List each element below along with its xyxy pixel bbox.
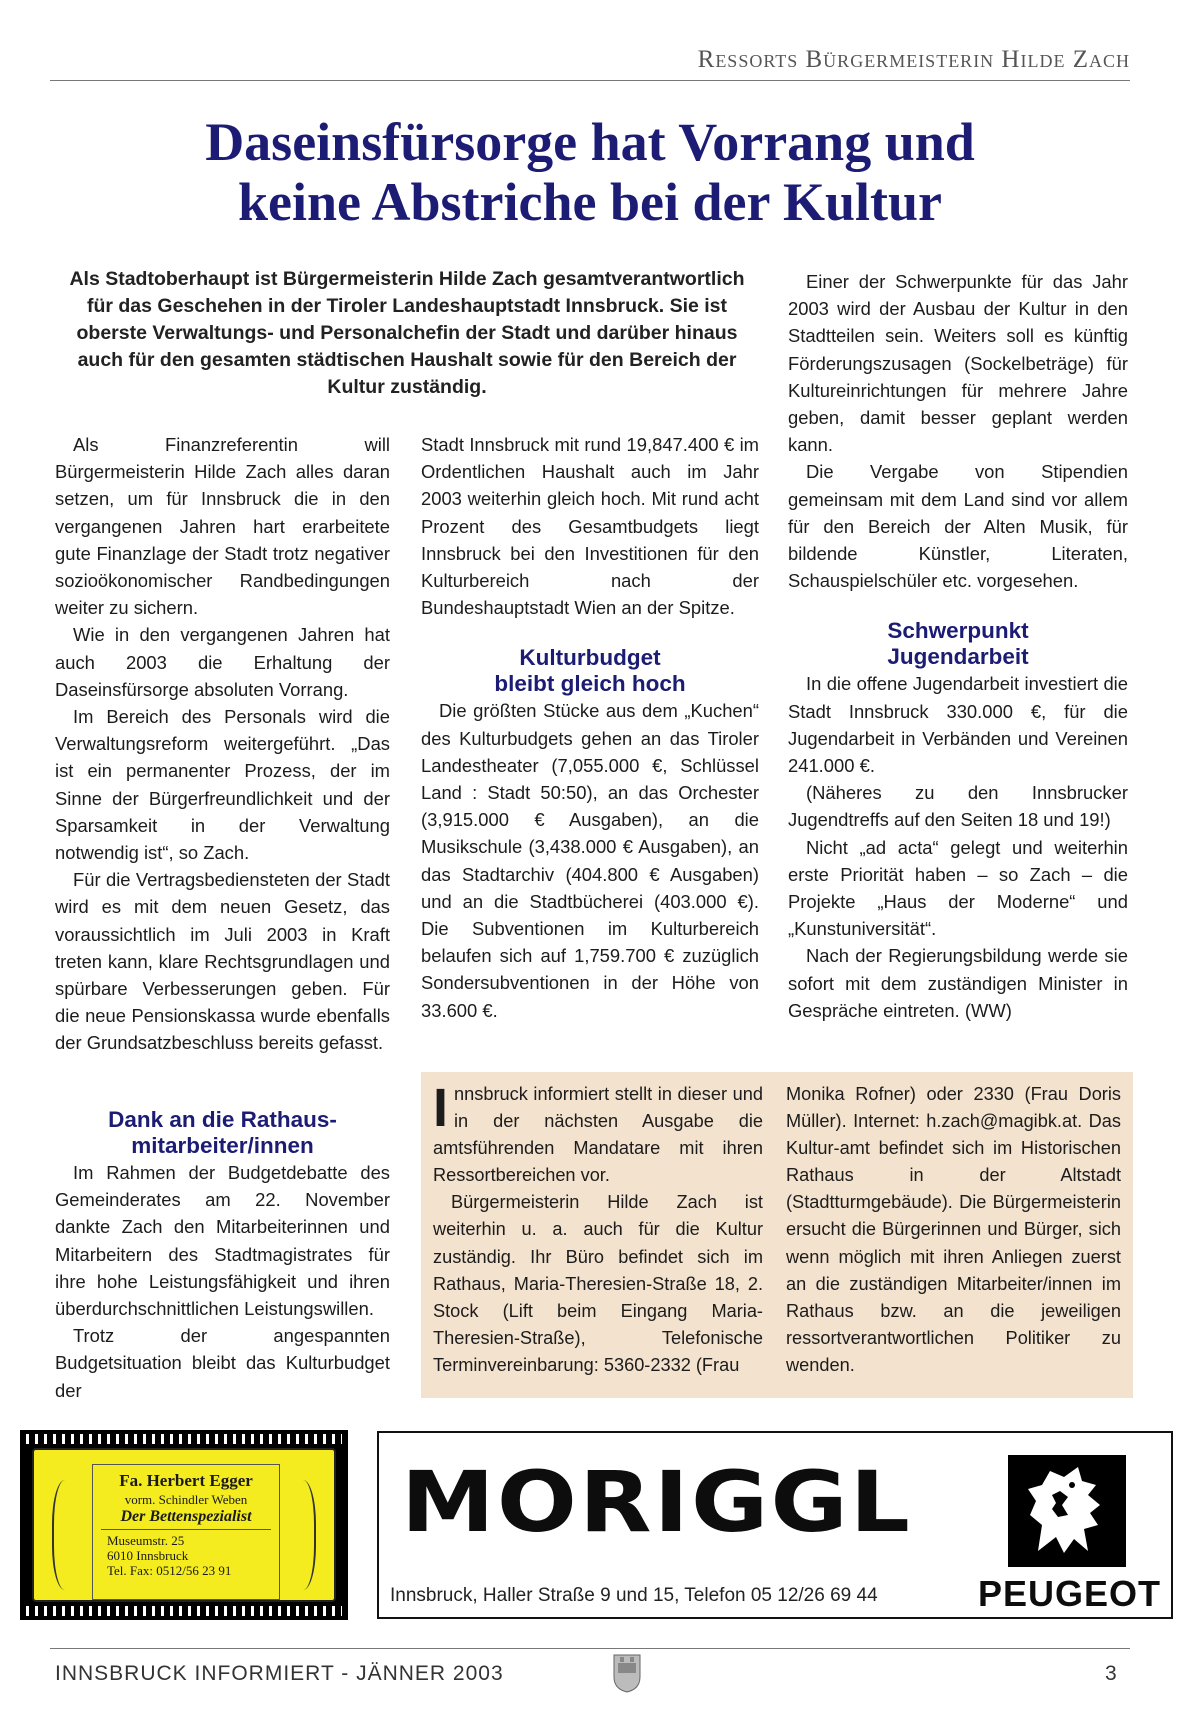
lead-paragraph: Als Stadtoberhaupt ist Bürgermeisterin Hilde Zach gesamtverantwortlich für das Geschehen in der Tiroler Landeshauptstadt Innsbruck. Sie ist oberste Verwaltungs- und Personalchefin der Stadt und darüber hinaus auch für den gesamten städtischen Haushalt sowie für den Bereich der Kultur zuständig. [69, 268, 745, 398]
subhead-dank-line-1: Dank an die Rathaus- [108, 1107, 337, 1132]
ad-egger-vorm: vorm. Schindler Weben [124, 1492, 248, 1507]
info-paragraph-1 [433, 1078, 763, 1189]
drop-cap: I [433, 1078, 449, 1138]
ad-egger-divider [101, 1529, 271, 1530]
ad-moriggl-address: Innsbruck, Haller Straße 9 und 15, Telefon 05 12/26 69 44 [390, 1585, 878, 1606]
subhead-dank [55, 1107, 390, 1159]
subhead-kulturbudget [421, 645, 759, 697]
ad-egger-city: 6010 Innsbruck [107, 1548, 189, 1563]
ad-egger [20, 1430, 348, 1620]
column-1-lower [55, 1159, 390, 1404]
ornament-left-icon [52, 1480, 84, 1590]
subhead-kulturbudget-line-2: bleibt gleich hoch [494, 671, 686, 697]
col3-paragraph-5: Nicht „ad acta“ gelegt und weiterhin erste Priorität haben – so Zach – die Projekte „Haus der Moderne“ und „Kunstuniversität“. [788, 836, 1128, 940]
column-3 [788, 268, 1128, 1024]
ad-egger-tagline: Der Bettenspezialist [120, 1508, 252, 1525]
section-header: Ressorts Bürgermeisterin Hilde Zach [697, 46, 1130, 73]
ad-egger-panel [92, 1464, 280, 1600]
subhead-jugendarbeit-line-2: Jugendarbeit [887, 644, 1029, 670]
col3-paragraph-4: (Näheres zu den Innsbrucker Jugendtreffs auf den Seiten 18 und 19!) [788, 782, 1128, 831]
headline-line-2: keine Abstriche bei der Kultur [237, 172, 942, 232]
footer-magazine: INNSBRUCK INFORMIERT - JÄNNER 2003 [55, 1662, 504, 1685]
subhead-dank-line-2: mitarbeiter/innen [131, 1133, 314, 1158]
ad-moriggl-brand: PEUGEOT [977, 1573, 1161, 1614]
ad-border-bottom [26, 1606, 342, 1616]
col1-paragraph-4: Für die Vertragsbediensteten der Stadt wird es mit dem neuen Gesetz, das voraussichtlich im Juli 2003 in Kraft treten kann, klare Rechtsgrundlagen und spürbare Verbesserungen geben. Für die neue Pensionskassa wurde ebenfalls der Grundsatzbeschluss bereits gefasst. [55, 869, 390, 1054]
col1-paragraph-1: Als Finanzreferentin will Bürgermeisterin Hilde Zach alles daran setzen, um für Innsbruck die in den vergangenen Jahren hart erarbeitete gute Finanzlage der Stadt trotz negativer sozioökonomischer Randbedingungen weiter zu sichern. [55, 434, 390, 619]
headline-line-1: Daseinsfürsorge hat Vorrang und [205, 112, 975, 172]
peugeot-lion-icon [1008, 1455, 1126, 1567]
col1-paragraph-3: Im Bereich des Personals wird die Verwaltungsreform weitergeführt. „Das ist ein permanenter Prozess, der im Sinne der Bürgerfreundlichkeit und der Sparsamkeit in der Verwaltung notwendig ist“, so Zach. [55, 706, 390, 864]
subhead-kulturbudget-line-1: Kulturbudget [519, 645, 661, 671]
col2-paragraph-1: Stadt Innsbruck mit rund 19,847.400 € im Ordentlichen Haushalt auch im Jahr 2003 weiterhin gleich hoch. Mit rund acht Prozent des Gesamtbudgets liegt Innsbruck bei den Investitionen für den Kulturbereich nach der Bundeshauptstadt Wien an der Spitze. [421, 434, 759, 619]
column-1 [55, 431, 390, 1057]
ad-egger-street: Museumstr. 25 [107, 1533, 185, 1548]
ad-border-top [26, 1434, 342, 1444]
col1-paragraph-2: Wie in den vergangenen Jahren hat auch 2003 die Erhaltung der Daseinsfürsorge absoluten Vorrang. [55, 624, 390, 700]
column-2 [421, 431, 759, 1024]
ad-egger-name: Fa. Herbert Egger [119, 1471, 253, 1490]
footer-divider [50, 1648, 1130, 1649]
header-divider [50, 80, 1130, 81]
info-paragraph-1-text: nnsbruck informiert stellt in dieser und in der nächsten Ausgabe die amtsführenden Mandatare mit ihren Ressortbereichen vor. [433, 1084, 763, 1186]
page-number: 3 [1105, 1662, 1117, 1685]
info-box-column-1 [433, 1078, 763, 1379]
ad-moriggl [377, 1431, 1173, 1619]
col2-paragraph-2: Die größten Stücke aus dem „Kuchen“ des Kulturbudgets gehen an das Tiroler Landestheater (7,055.000 €, Schlüssel Land : Stadt 50:50), an das Orchester (3,915.000 € Ausgaben), an die Musikschule (3,438.000 € Ausgaben), an das Stadtarchiv (404.800 € Ausgaben) und an die Stadtbücherei (403.000 €). Die Subventionen im Kulturbereich belaufen sich auf 1,759.700 € zuzüglich Sondersubventionen in der Höhe von 33.600 €. [421, 700, 759, 1021]
ad-egger-inner [32, 1448, 336, 1602]
ad-egger-phone: Tel. Fax: 0512/56 23 91 [107, 1563, 232, 1578]
col3-paragraph-3: In die offene Jugendarbeit investiert die Stadt Innsbruck 330.000 €, für die Jugendarbeit in Verbänden und Vereinen 241.000 €. [788, 673, 1128, 777]
ad-egger-address [107, 1533, 231, 1578]
ad-moriggl-name: MORIGGL [401, 1453, 913, 1551]
col3-paragraph-6: Nach der Regierungsbildung werde sie sofort mit dem zuständigen Minister in Gespräche eintreten. (WW) [788, 945, 1128, 1021]
info-paragraph-2: Bürgermeisterin Hilde Zach ist weiterhin u. a. auch für die Kultur zuständig. Ihr Büro befindet sich im Rathaus, Maria-Theresien-Straße 18, 2. Stock (Lift beim Eingang Maria-Theresien-Straße), Telefonische Terminvereinbarung: 5360-2332 (Frau [433, 1192, 763, 1375]
col3-paragraph-1: Einer der Schwerpunkte für das Jahr 2003 wird der Ausbau der Kultur in den Stadtteilen sein. Weiters soll es künftig Förderungszusagen (Sockelbeträge) für Kultureinrichtungen für mehrere Jahre geben, damit besser geplant werden kann. [788, 271, 1128, 456]
ornament-right-icon [284, 1480, 316, 1590]
col3-paragraph-2: Die Vergabe von Stipendien gemeinsam mit dem Land sind vor allem für den Bereich der Alten Musik, für bildende Künstler, Literaten, Schauspielschüler etc. vorgesehen. [788, 461, 1128, 592]
info-box-column-2 [786, 1081, 1121, 1379]
info-paragraph-3: Monika Rofner) oder 2330 (Frau Doris Müller). Internet: h.zach@magibk.at. Das Kultur-amt befindet sich im Historischen Rathaus in der Altstadt (Stadtturmgebäude). Die Bürgermeisterin ersucht die Bürgerinnen und Bürger, sich wenn möglich mit ihren Anliegen zuerst an die zuständigen Mitarbeiter/innen im Rathaus bzw. an die jeweiligen ressortverantwortlichen Politiker zu wenden. [786, 1084, 1121, 1375]
subhead-jugendarbeit [788, 618, 1128, 670]
subhead-jugendarbeit-line-1: Schwerpunkt [887, 618, 1029, 644]
innsbruck-crest-icon [612, 1651, 642, 1693]
col1-paragraph-5: Im Rahmen der Budgetdebatte des Gemeinderates am 22. November dankte Zach den Mitarbeiterinnen und Mitarbeitern des Stadtmagistrates für ihre hohe Leistungsfähigkeit und ihren überdurchschnittlichen Leistungswillen. [55, 1162, 390, 1320]
col1-paragraph-6: Trotz der angespannten Budgetsituation bleibt das Kulturbudget der [55, 1325, 390, 1401]
headline [40, 112, 1140, 232]
